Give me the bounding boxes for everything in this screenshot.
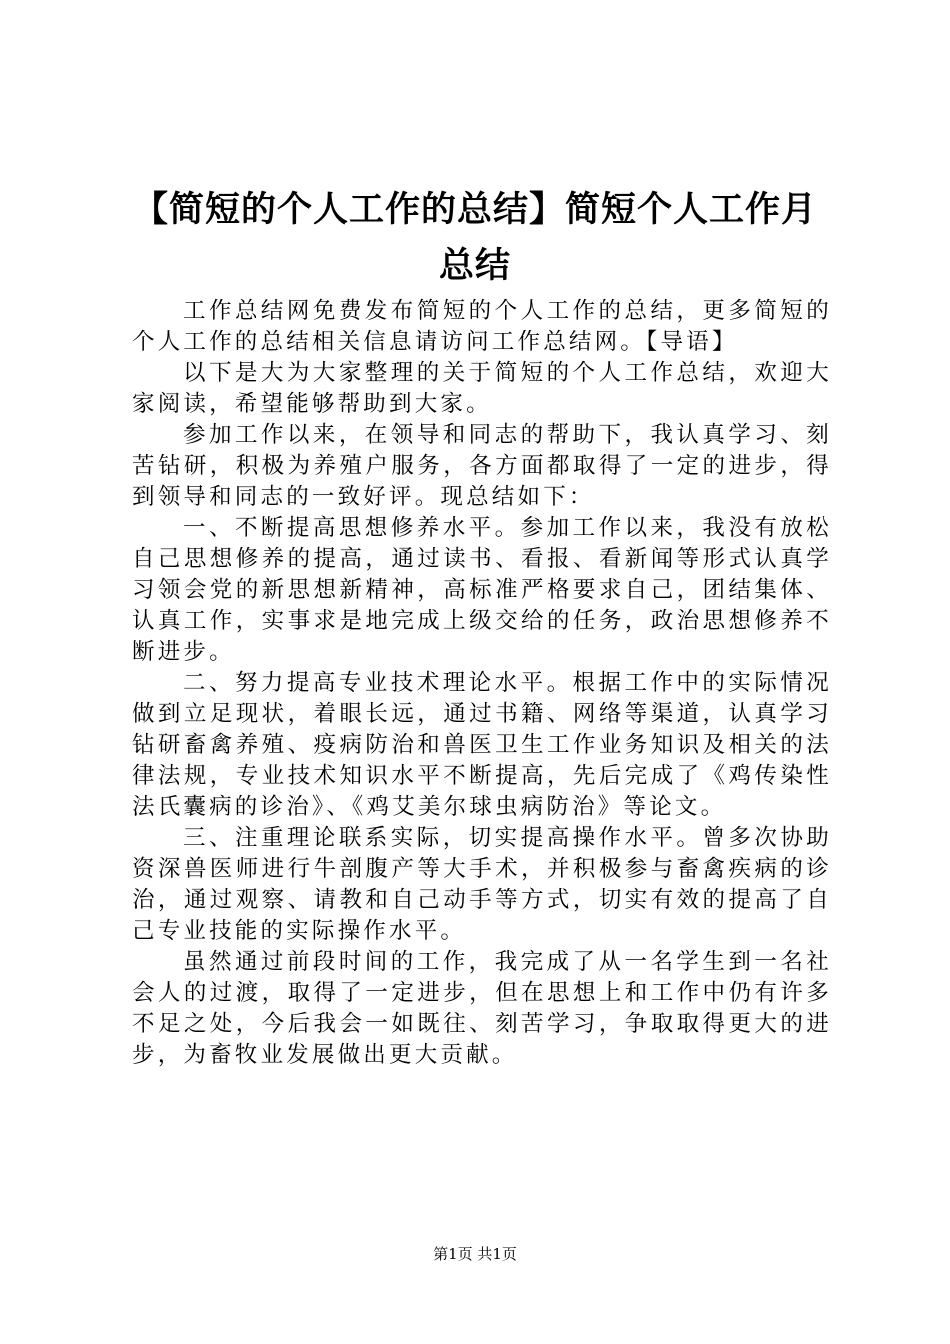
paragraph-section-2: 二、努力提高专业技术理论水平。根据工作中的实际情况做到立足现状，着眼长远，通过书籍、网络等渠道，认真学习钻研畜禽养殖、疫病防治和兽医卫生工作业务知识及相关的法律法规，专业技术知识水平不断提高，先后完成了《鸡传染性法氏囊病的诊治》、《鸡艾美尔球虫病防治》等论文。 bbox=[132, 670, 832, 820]
paragraph-section-1: 一、不断提高思想修养水平。参加工作以来，我没有放松自己思想修养的提高，通过读书、看报、看新闻等形式认真学习领会党的新思想新精神，高标准严格要求自己，团结集体、认真工作，实事求是地完成上级交给的任务，政治思想修养不断进步。 bbox=[132, 515, 832, 665]
document-body bbox=[132, 296, 832, 1071]
paragraph-welcome: 以下是大为大家整理的关于简短的个人工作总结，欢迎大家阅读，希望能够帮助到大家。 bbox=[132, 360, 832, 417]
document-title: 【简短的个人工作的总结】简短个人工作月总结 bbox=[132, 190, 817, 286]
paragraph-conclusion: 虽然通过前段时间的工作，我完成了从一名学生到一名社会人的过渡，取得了一定进步，但在思想上和工作中仍有许多不足之处，今后我会一如既往、刻苦学习，争取取得更大的进步，为畜牧业发展做出更大贡献。 bbox=[132, 949, 832, 1068]
page-footer: 第1页 共1页 bbox=[433, 1245, 517, 1263]
paragraph-intro: 工作总结网免费发布简短的个人工作的总结，更多简短的个人工作的总结相关信息请访问工作总结网。【导语】 bbox=[132, 298, 832, 355]
paragraph-overview: 参加工作以来，在领导和同志的帮助下，我认真学习、刻苦钻研，积极为养殖户服务，各方面都取得了一定的进步，得到领导和同志的一致好评。现总结如下： bbox=[132, 422, 832, 510]
paragraph-section-3: 三、注重理论联系实际，切实提高操作水平。曾多次协助资深兽医师进行牛剖腹产等大手术，并积极参与畜禽疾病的诊治，通过观察、请教和自己动手等方式，切实有效的提高了自己专业技能的实际操作水平。 bbox=[132, 825, 832, 944]
